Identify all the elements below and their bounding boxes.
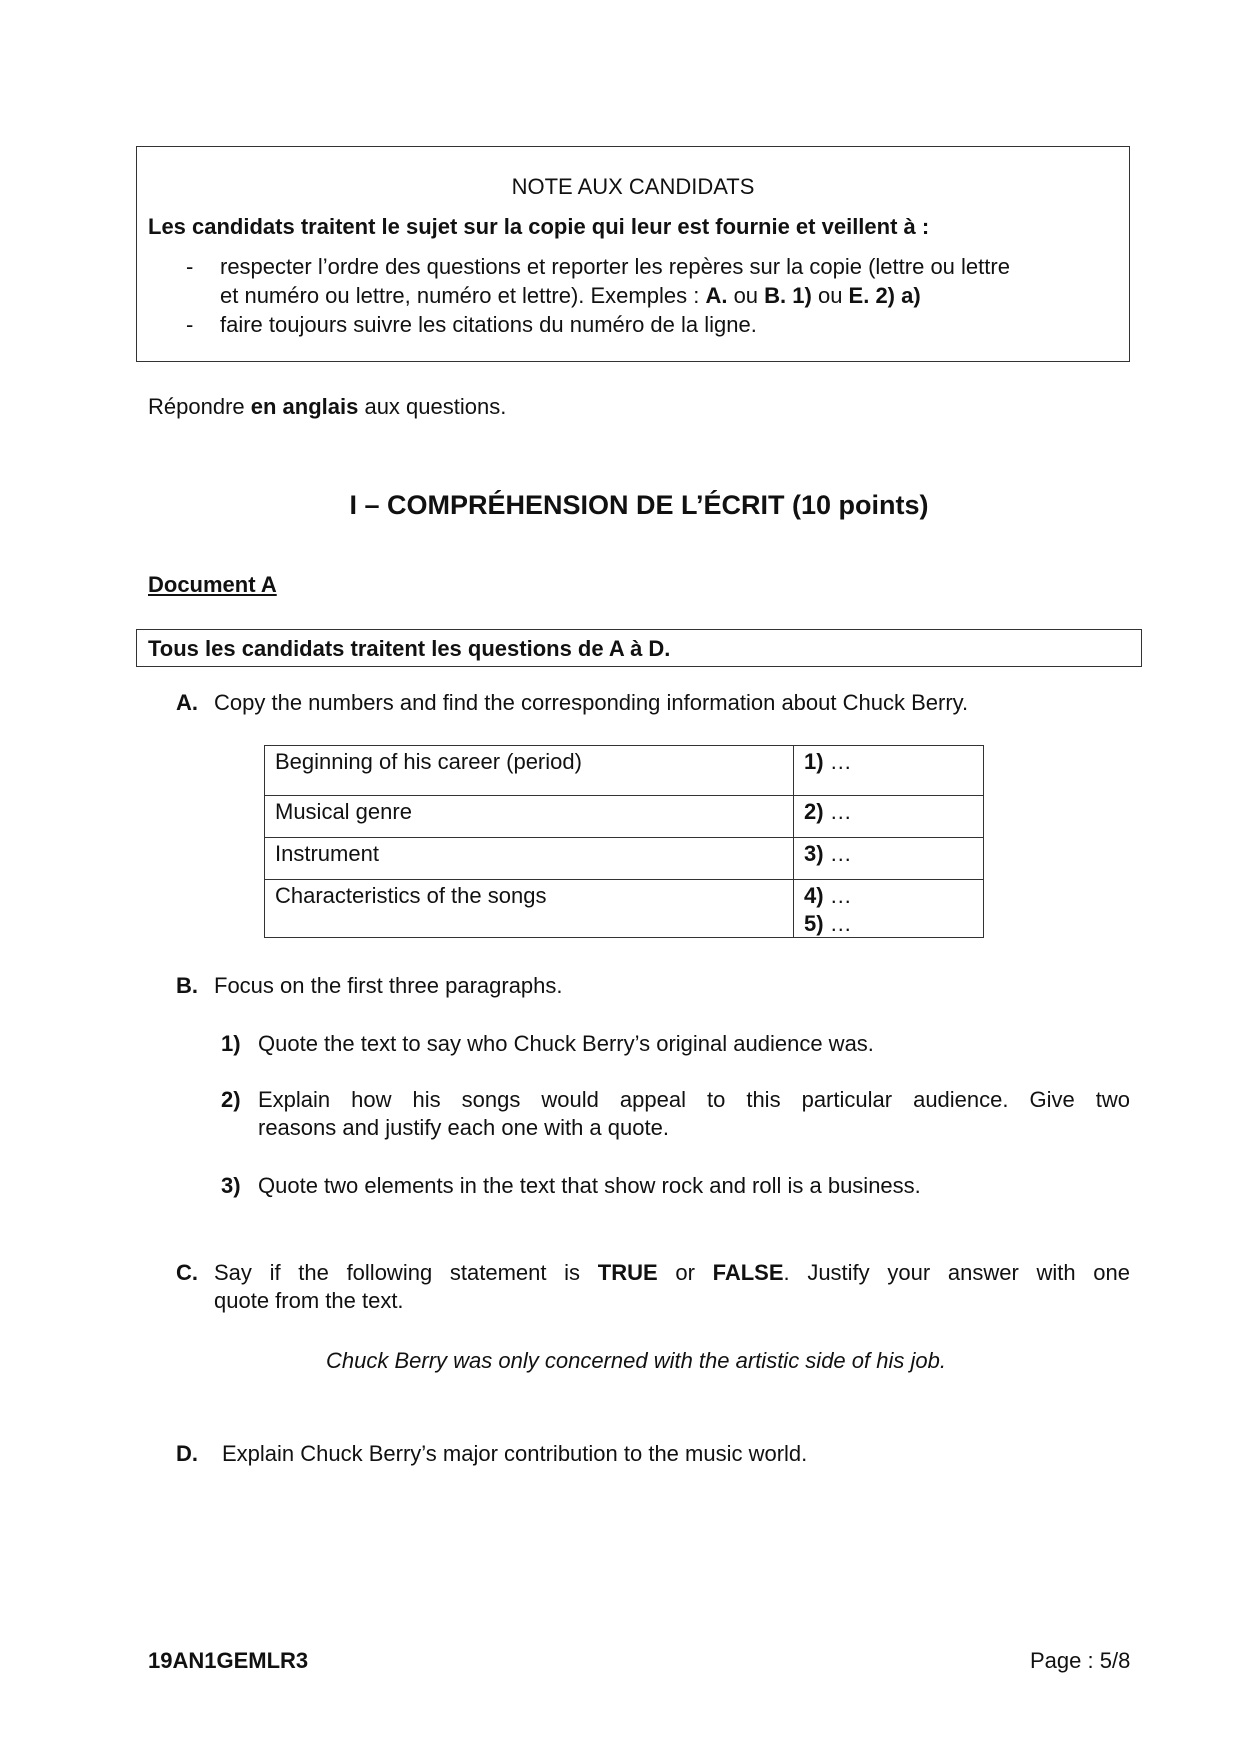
exam-code: 19AN1GEMLR3 xyxy=(148,1648,309,1673)
table-label: Instrument xyxy=(265,838,794,880)
or-word: or xyxy=(657,1260,713,1285)
example-a: A. xyxy=(705,283,728,308)
document-label: Document A xyxy=(148,572,277,597)
table-answer xyxy=(794,880,984,938)
question-b1-number: 1) xyxy=(221,1031,241,1056)
question-a-letter: A. xyxy=(176,690,198,715)
ellipsis: … xyxy=(829,883,852,908)
question-b-letter: B. xyxy=(176,973,198,998)
answer-number: 2) xyxy=(804,799,824,824)
question-c-statement: Chuck Berry was only concerned with the artistic side of his job. xyxy=(326,1348,946,1373)
question-c-line2: quote from the text. xyxy=(214,1288,404,1313)
example-b1: B. 1) xyxy=(764,283,812,308)
ellipsis: … xyxy=(829,749,852,774)
table-label: Musical genre xyxy=(265,796,794,838)
answer-number: 3) xyxy=(804,841,824,866)
questions-instruction-box: Tous les candidats traitent les questions de A à D. xyxy=(136,629,1142,667)
note-item-1-text: et numéro ou lettre, numéro et lettre). Exemples : xyxy=(220,283,706,308)
instruction-bold: en anglais xyxy=(250,394,359,419)
note-ou: ou xyxy=(811,283,849,308)
table-row xyxy=(265,746,984,796)
answer-number: 4) xyxy=(804,883,824,908)
true-word: TRUE xyxy=(597,1260,658,1285)
note-intro: Les candidats traitent le sujet sur la copie qui leur est fournie et veillent à : xyxy=(148,214,930,239)
ellipsis: … xyxy=(829,841,852,866)
question-c-text: Say if the following statement is xyxy=(214,1260,598,1285)
note-item-dash: - xyxy=(186,312,194,337)
question-a-text: Copy the numbers and find the corresponding information about Chuck Berry. xyxy=(214,690,969,715)
question-c-letter: C. xyxy=(176,1260,198,1285)
answer-number: 5) xyxy=(804,910,824,936)
instruction-prefix: Répondre xyxy=(148,394,251,419)
question-b2-number: 2) xyxy=(221,1087,241,1112)
ellipsis: … xyxy=(829,799,852,824)
question-c-text-end: . Justify your answer with one xyxy=(783,1260,1130,1285)
false-word: FALSE xyxy=(712,1260,784,1285)
table-row xyxy=(265,838,984,880)
instruction-suffix: aux questions. xyxy=(358,394,507,419)
table-row xyxy=(265,880,984,938)
table-answer xyxy=(794,796,984,838)
question-b-text: Focus on the first three paragraphs. xyxy=(214,973,563,998)
answer-number: 1) xyxy=(804,749,824,774)
info-table xyxy=(264,745,984,938)
table-answer xyxy=(794,746,984,796)
page-number: Page : 5/8 xyxy=(1030,1648,1131,1673)
question-d-letter: D. xyxy=(176,1441,198,1466)
table-answer xyxy=(794,838,984,880)
language-instruction xyxy=(148,393,506,422)
table-row xyxy=(265,796,984,838)
question-b2-line1: Explain how his songs would appeal to this particular audience. Give two xyxy=(258,1087,1130,1112)
note-item-1-line1: respecter l’ordre des questions et reporter les repères sur la copie (lettre ou lettre xyxy=(220,254,1010,279)
table-label: Beginning of his career (period) xyxy=(265,746,794,796)
question-b1-text: Quote the text to say who Chuck Berry’s original audience was. xyxy=(258,1031,874,1056)
note-ou: ou xyxy=(727,283,765,308)
note-item-dash: - xyxy=(186,254,194,279)
section-title: I – COMPRÉHENSION DE L’ÉCRIT (10 points) xyxy=(349,490,929,520)
question-b3-number: 3) xyxy=(221,1173,241,1198)
note-item-2: faire toujours suivre les citations du numéro de la ligne. xyxy=(220,312,757,337)
question-d-text: Explain Chuck Berry’s major contribution to the music world. xyxy=(222,1441,808,1466)
table-label: Characteristics of the songs xyxy=(265,880,794,938)
question-b2-line2: reasons and justify each one with a quote. xyxy=(258,1115,669,1140)
note-title: NOTE AUX CANDIDATS xyxy=(511,174,755,199)
ellipsis: … xyxy=(829,910,852,936)
note-item-1-line2 xyxy=(220,282,1120,311)
question-b3-text: Quote two elements in the text that show rock and roll is a business. xyxy=(258,1173,921,1198)
example-e2a: E. 2) a) xyxy=(848,283,921,308)
question-c-line1 xyxy=(214,1259,1130,1288)
